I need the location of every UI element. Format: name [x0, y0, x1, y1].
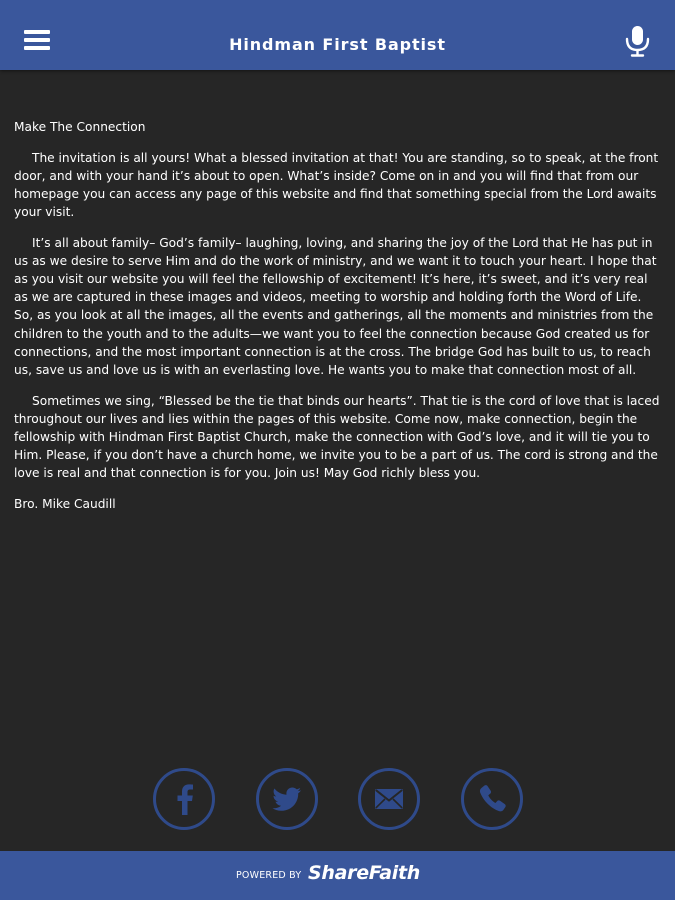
menu-button[interactable] — [14, 20, 60, 60]
app-footer — [0, 851, 675, 900]
voice-search-button[interactable] — [620, 22, 656, 60]
message-paragraph: It’s all about family– God’s family– laughing, loving, and sharing the joy of the Lord that He has put in us as we desire to serve Him and do the work of ministry, and we want it to touch your heart. I hope that as you visit our website you will feel the fellowship of excitement! It’s here, it’s sweet, and it’s very real as we are captured in these images and videos, meeting to worship and holding forth the Word of Life. So, as you look at all the images, all the events and gatherings, all the moments and ministries from the children to the youth and to the adults—we want you to feel the connection because God created us for connections, and the most important connection is at the cross. The bridge God has built to us, to reach us, save us and love us is with an everlasting love. He wants you to make that connection most of all. — [14, 235, 657, 378]
twitter-button[interactable] — [256, 768, 318, 830]
hamburger-menu-icon — [24, 38, 50, 42]
hamburger-menu-icon — [24, 46, 50, 50]
app-header — [0, 0, 675, 70]
microphone-icon — [620, 22, 656, 60]
sharefaith-logo[interactable]: ShareFaith — [308, 862, 421, 884]
message-heading: Make The Connection — [14, 120, 146, 134]
page-title: Hindman First Baptist — [229, 35, 446, 54]
hamburger-menu-icon — [24, 30, 50, 34]
message-paragraph: The invitation is all yours! What a blessed invitation at that! You are standing, so to speak, at the front door, and with your hand it’s about to open. What’s inside? Come on in and you will find that from our homepage you can access any page of this website and find that something special from the Lord awaits your visit. — [14, 150, 659, 220]
facebook-button[interactable] — [153, 768, 215, 830]
message-paragraph: Sometimes we sing, “Blessed be the tie that binds our hearts”. That tie is the cord of love that is laced throughout our lives and lies within the pages of this website. Come now, make connection, begin the fellowship with Hindman First Baptist Church, make the connection with God’s love, and it will tie you to Him. Please, if you don’t have a church home, we invite you to be a part of us. The cord is strong and the love is real and that connection is for you. Join us! May God richly bless you. — [14, 393, 660, 481]
powered-by-label: POWERED BY — [236, 870, 302, 881]
social-links — [0, 768, 675, 830]
message-signature: Bro. Mike Caudill — [14, 496, 116, 511]
envelope-icon — [361, 771, 417, 827]
facebook-icon — [156, 771, 212, 827]
phone-button[interactable] — [461, 768, 523, 830]
phone-icon — [464, 771, 520, 827]
welcome-message — [14, 118, 664, 525]
twitter-icon — [259, 771, 315, 827]
email-button[interactable] — [358, 768, 420, 830]
